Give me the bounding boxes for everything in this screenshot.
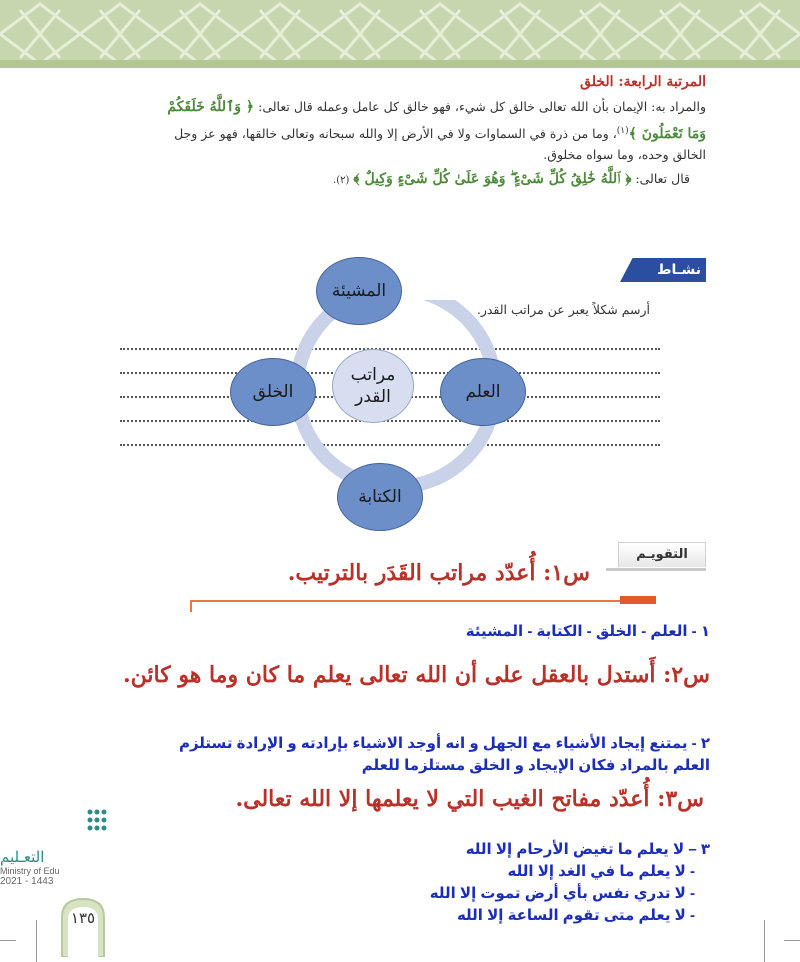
answer-3-line-1: ٣ – لا يعلم ما تغيض الأرحام إلا الله [465,841,710,858]
ministry-branding [0,848,112,887]
answer-3-line-4: - لا يعلم متى تقوم الساعة إلا الله [456,907,695,924]
accent-bar [620,596,656,604]
verse-text: ﴿ وَٱللَّهُ خَلَقَكُمْ [167,99,255,115]
diagram-node-knowledge: العلم [440,358,526,426]
paragraph-line-4 [70,168,690,192]
page-number-badge [58,895,108,957]
answer-2-line-1: ٢ - يمتنع إيجاد الأشياء مع الجهل و انه أوجد الاشياء بإرادته و الإرادة تستلزم [178,735,710,752]
crop-mark [0,940,16,941]
evaluation-tab-label: التقويـم [618,542,706,567]
page-number: ١٣٥ [70,909,96,927]
footnote-marker: (٢). [333,175,350,186]
question-3: س٣: أُعدّد مفاتح الغيب التي لا يعلمها إلا الله تعالى. [235,786,704,812]
answer-1: ١ - العلم - الخلق - الكتابة - المشيئة [465,623,710,640]
decorative-banner [0,0,800,68]
tab-wedge-shape [620,258,656,282]
question-2: س٢: أَستدل بالعقل على أن الله تعالى يعلم ما كان وما هو كائن. [122,662,710,688]
crop-mark [784,940,800,941]
answer-3-line-3: - لا تدري نفس بأي أرض تموت إلا الله [429,885,695,902]
activity-tab-label: نشـاط [652,258,706,282]
answer-box-frame [192,600,656,612]
answer-3-line-2: - لا يعلم ما في الغد إلا الله [507,863,695,880]
verse-text: وَمَا تَعْمَلُونَ ﴾ [628,126,706,143]
evaluation-tab [606,540,706,571]
paragraph-text: والمراد به: الإيمان بأن الله تعالى خالق كل شيء، فهو خالق كل عامل وعمله قال تعالى: [258,99,706,114]
ministry-arabic-name: التعـليم [0,848,45,866]
paragraph-text: ، وما من ذرة في السماوات ولا في الأرض إلا والله سبحانه وتعالى خالقها، فهو عز وجل [174,126,617,142]
geometric-pattern-icon [0,0,800,68]
paragraph-line-1 [86,96,706,118]
ministry-logo-icon [86,808,110,834]
diagram-node-will: المشيئة [316,257,402,325]
section-title: المرتبة الرابعة: الخلق [580,74,706,90]
paragraph-line-2 [86,120,706,145]
diagram-node-writing: الكتابة [337,463,423,531]
paragraph-line-3: الخالق وحده، وما سواه مخلوق. [543,147,706,162]
ministry-english-name: Ministry of Edu [0,866,60,876]
verse-text: ﴿ ٱللَّهُ خَٰلِقُ كُلِّ شَىْءٍ ۖ وَهُوَ عَلَىٰ كُلِّ شَىْءٍ وَكِيلٌ ﴾ [353,171,632,187]
diagram-node-creation: الخلق [230,358,316,426]
diagram-node-center: مراتب القدر [332,349,414,423]
paragraph-text: قال تعالى: [635,171,690,186]
activity-tab [620,258,706,282]
footnote-marker: (١) [616,126,629,136]
question-1: س١: أُعدّد مراتب القَدَر بالترتيب. [287,560,590,586]
activity-instruction: أرسم شكلاً يعبر عن مراتب القدر. [476,302,650,317]
crop-mark [36,920,37,962]
crop-mark [764,920,765,962]
ministry-year: 2021 - 1443 [0,876,54,887]
answer-2-line-2: العلم بالمراد فكان الإيجاد و الخلق مستلزما للعلم [361,757,710,774]
